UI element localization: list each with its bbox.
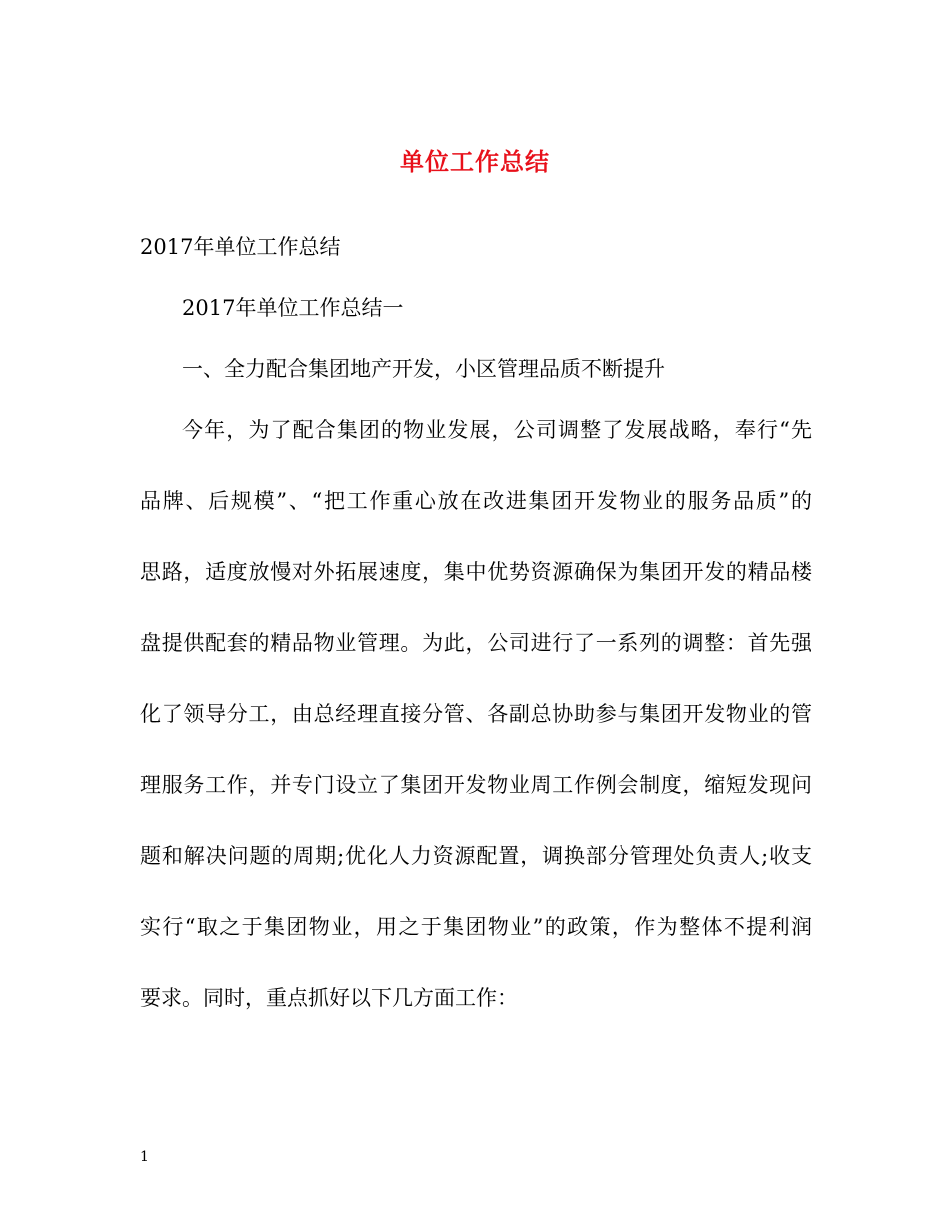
paragraph-line: 理服务工作，并专门设立了集团开发物业周工作例会制度，缩短发现问 [140,773,812,797]
paragraph-line: 实行“取之于集团物业，用之于集团物业”的政策，作为整体不提利润 [140,915,812,939]
point-heading: 一、全力配合集团地产开发，小区管理品质不断提升 [182,357,665,381]
paragraph-line: 思路，适度放慢对外拓展速度，集中优势资源确保为集团开发的精品楼 [140,560,812,584]
document-title: 单位工作总结 [400,147,550,176]
paragraph-line: 今年，为了配合集团的物业发展，公司调整了发展战略，奉行“先 [182,418,812,442]
paragraph-line: 品牌、后规模”、“把工作重心放在改进集团开发物业的服务品质”的 [140,489,812,513]
paragraph-line: 要求。同时，重点抓好以下几方面工作： [140,986,518,1010]
document-subtitle: 2017年单位工作总结 [140,235,341,259]
page-number: 1 [140,1149,149,1165]
paragraph-line: 盘提供配套的精品物业管理。为此，公司进行了一系列的调整：首先强 [140,631,812,655]
section-heading: 2017年单位工作总结一 [182,296,404,320]
paragraph-line: 题和解决问题的周期;优化人力资源配置，调换部分管理处负责人;收支 [140,844,812,868]
paragraph-line: 化了领导分工，由总经理直接分管、各副总协助参与集团开发物业的管 [140,702,812,726]
